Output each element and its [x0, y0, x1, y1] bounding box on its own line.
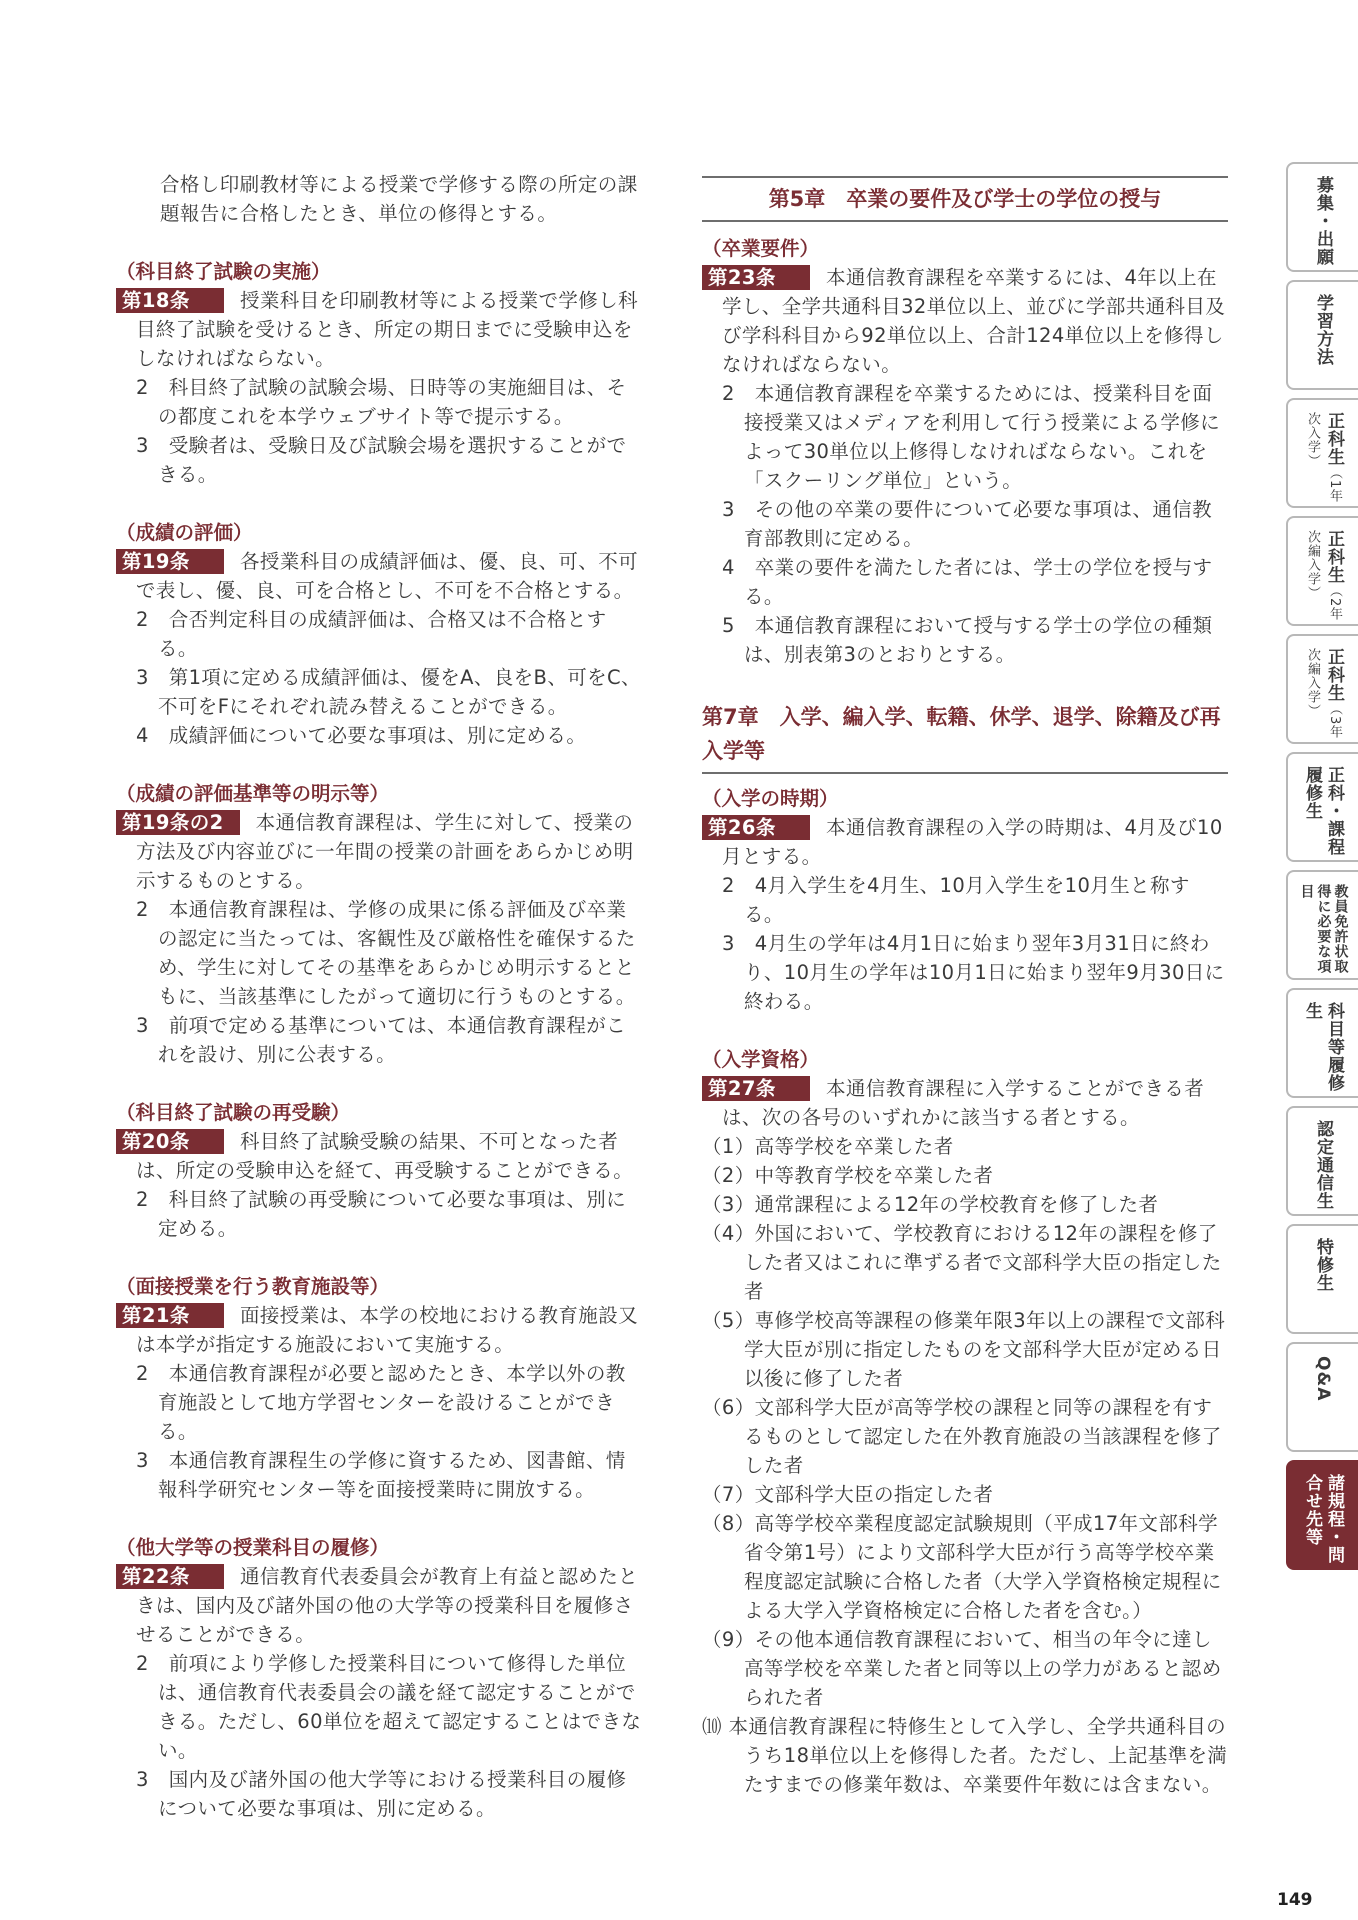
tab-label: 諸規程・問合せ先等: [1302, 1474, 1344, 1564]
tab-regular-3rd-year[interactable]: [1286, 634, 1358, 744]
list-item: （8）高等学校卒業程度認定試験規則（平成17年文部科学省令第1号）により文部科学大臣が行う高等学校卒業程度認定試験に合格した者（大学入学資格検定規程による大学入学資格検定に合格した者を含む。）: [702, 1512, 1222, 1622]
list-item: （3）通常課程による12年の学校教育を修了した者: [702, 1193, 1159, 1216]
article-badge: 第23条: [702, 265, 810, 290]
page-number: 149: [1277, 1890, 1313, 1910]
tab-label: 認定通信生: [1313, 1120, 1333, 1210]
article-clause: 3 第1項に定める成績評価は、優をA、良をB、可をC、不可をFにそれぞれ読み替えることができる。: [136, 666, 641, 718]
article-badge: 第19条の2: [116, 810, 240, 835]
article-text: 本通信教育課程の入学の時期は、4月及び10月とする。: [722, 816, 1223, 868]
article-text: 各授業科目の成績評価は、優、良、可、不可で表し、優、良、可を合格とし、不可を不合格とする。: [136, 550, 639, 602]
article-text: 面接授業は、本学の校地における教育施設又は本学が指定する施設において実施する。: [136, 1304, 639, 1356]
article-clause: 2 前項により学修した授業科目について修得した単位は、通信教育代表委員会の議を経て認定することができる。ただし、60単位を超えて認定することはできない。: [136, 1652, 642, 1762]
tab-teaching-license[interactable]: [1286, 870, 1358, 980]
article-text: 科目終了試験受験の結果、不可となった者は、所定の受験申込を経て、再受験することができる。: [136, 1130, 634, 1182]
article-badge: 第22条: [116, 1564, 224, 1589]
list-item: （6）文部科学大臣が高等学校の課程と同等の課程を有するものとして認定した在外教育施設の当該課程を修了した者: [702, 1396, 1222, 1477]
article-text: 本通信教育課程に入学することができる者は、次の各号のいずれかに該当する者とする。: [722, 1077, 1205, 1129]
article-clause: 3 4月生の学年は4月1日に始まり翌年3月31日に終わり、10月生の学年は10月1日に始まり翌年9月30日に終わる。: [722, 932, 1225, 1013]
tab-sublabel: （2年次編入学）: [1305, 530, 1342, 622]
tab-subject-student[interactable]: [1286, 988, 1358, 1098]
article-clause: 3 国内及び諸外国の他大学等における授業科目の履修について必要な事項は、別に定める。: [136, 1768, 627, 1820]
article-20: [116, 1127, 642, 1185]
tab-label: 特修生: [1313, 1238, 1333, 1292]
article-badge: 第21条: [116, 1303, 224, 1328]
article-clause: 3 受験者は、受験日及び試験会場を選択することができる。: [136, 434, 627, 486]
article-26: [702, 813, 1228, 871]
article-clause: 4 成績評価について必要な事項は、別に定める。: [136, 724, 587, 747]
article-clause: 5 本通信教育課程において授与する学士の学位の種類は、別表第3のとおりとする。: [722, 614, 1213, 666]
section-heading: （成績の評価）: [116, 521, 253, 544]
list-item: （4）外国において、学校教育における12年の課程を修了した者又はこれに準ずる者で文部科学大臣の指定した者: [702, 1222, 1222, 1303]
tab-label: 教員免許状取得に必要な項目: [1298, 884, 1349, 974]
article-clause: 2 科目終了試験の再受験について必要な事項は、別に定める。: [136, 1188, 627, 1240]
chapter-heading: 第7章 入学、編入学、転籍、休学、退学、除籍及び再入学等: [702, 698, 1228, 774]
tab-certified-student[interactable]: [1286, 1106, 1358, 1216]
tab-special-student[interactable]: [1286, 1224, 1358, 1334]
tab-course-student[interactable]: [1286, 752, 1358, 862]
list-item: （5）専修学校高等課程の修業年限3年以上の課程で文部科学大臣が別に指定したものを文部科学大臣が定める日以後に修了した者: [702, 1309, 1226, 1390]
tab-label: 正科生: [1324, 648, 1344, 702]
article-text: 本通信教育課程を卒業するには、4年以上在学し、全学共通科目32単位以上、並びに学部共通科目及び学科科目から92単位以上、合計124単位以上を修得しなければならない。: [722, 266, 1226, 376]
article-clause: 2 科目終了試験の試験会場、日時等の実施細目は、その都度これを本学ウェブサイト等で提示する。: [136, 376, 627, 428]
article-clause: 2 4月入学生を4月生、10月入学生を10月生と称する。: [722, 874, 1190, 926]
article-clause: 2 本通信教育課程を卒業するためには、授業科目を面接授業又はメディアを利用して行う授業による学修によって30単位以上修得しなければならない。これを「スクーリング単位」という。: [722, 382, 1221, 492]
article-badge: 第27条: [702, 1076, 810, 1101]
article-text: 本通信教育課程は、学生に対して、授業の方法及び内容並びに一年間の授業の計画をあらかじめ明示するものとする。: [136, 811, 634, 892]
left-column: [116, 170, 642, 1823]
article-19: [116, 547, 642, 605]
section-heading: （入学資格）: [702, 1048, 820, 1071]
tab-label: 正科生: [1324, 530, 1344, 584]
article-badge: 第18条: [116, 288, 224, 313]
list-item: （1）高等学校を卒業した者: [702, 1135, 954, 1158]
article-clause: 3 本通信教育課程生の学修に資するため、図書館、情報科学研究センター等を面接授業時に開放する。: [136, 1449, 626, 1501]
section-heading: （入学の時期）: [702, 787, 839, 810]
right-column: [702, 170, 1228, 1799]
tab-regular-1st-year[interactable]: [1286, 398, 1358, 508]
article-clause: 2 合否判定科目の成績評価は、合格又は不合格とする。: [136, 608, 607, 660]
tab-qa[interactable]: [1286, 1342, 1358, 1452]
tab-sublabel: （3年次編入学）: [1305, 648, 1342, 740]
article-clause: 4 卒業の要件を満たした者には、学士の学位を授与する。: [722, 556, 1213, 608]
section-heading: （他大学等の授業科目の履修）: [116, 1536, 390, 1559]
article-22: [116, 1562, 642, 1649]
article-clause: 3 前項で定める基準については、本通信教育課程がこれを設け、別に公表する。: [136, 1014, 627, 1066]
continued-paragraph: 合格し印刷教材等による授業で学修する際の所定の課題報告に合格したとき、単位の修得とする。: [160, 173, 638, 225]
list-item: （2）中等教育学校を卒業した者: [702, 1164, 994, 1187]
tab-label: 募集・出願: [1313, 176, 1333, 266]
article-text: 通信教育代表委員会が教育上有益と認めたときは、国内及び諸外国の他の大学等の授業科目を履修させることができる。: [136, 1565, 639, 1646]
tab-label: Q&A: [1313, 1356, 1333, 1402]
tab-study-method[interactable]: [1286, 280, 1358, 390]
side-index-tabs: [1286, 162, 1358, 1578]
tab-regulations-contact[interactable]: [1286, 1460, 1358, 1570]
section-heading: （科目終了試験の実施）: [116, 260, 331, 283]
article-19-2: [116, 808, 642, 895]
list-item: （7）文部科学大臣の指定した者: [702, 1483, 994, 1506]
tab-label: 正科生: [1324, 412, 1344, 466]
section-heading: （科目終了試験の再受験）: [116, 1101, 351, 1124]
tab-recruitment[interactable]: [1286, 162, 1358, 272]
article-23: [702, 263, 1228, 379]
list-item: ⑽ 本通信教育課程に特修生として入学し、全学共通科目のうち18単位以上を修得した者。ただし、上記基準を満たすまでの修業年数は、卒業要件年数には含まない。: [702, 1715, 1228, 1796]
section-heading: （成績の評価基準等の明示等）: [116, 782, 390, 805]
article-clause: 2 本通信教育課程は、学修の成果に係る評価及び卒業の認定に当たっては、客観性及び厳格性を確保するため、学生に対してその基準をあらかじめ明示するとともに、当該基準にしたがって適切に行うものとする。: [136, 898, 636, 1008]
article-27: [702, 1074, 1228, 1132]
tab-label: 学習方法: [1313, 294, 1333, 366]
article-18: [116, 286, 642, 373]
article-clause: 2 本通信教育課程が必要と認めたとき、本学以外の教育施設として地方学習センターを設けることができる。: [136, 1362, 626, 1443]
article-21: [116, 1301, 642, 1359]
article-clause: 3 その他の卒業の要件について必要な事項は、通信教育部教則に定める。: [722, 498, 1213, 550]
article-badge: 第19条: [116, 549, 224, 574]
tab-sublabel: （1年次入学）: [1305, 412, 1342, 504]
section-heading: （面接授業を行う教育施設等）: [116, 1275, 390, 1298]
article-badge: 第20条: [116, 1129, 224, 1154]
chapter-heading: 第5章 卒業の要件及び学士の学位の授与: [702, 176, 1228, 222]
list-item: （9）その他本通信教育課程において、相当の年令に達し高等学校を卒業した者と同等以上の学力があると認められた者: [702, 1628, 1222, 1709]
article-text: 授業科目を印刷教材等による授業で学修し科目終了試験を受けるとき、所定の期日までに受験申込をしなければならない。: [136, 289, 639, 370]
section-heading: （卒業要件）: [702, 237, 820, 260]
article-badge: 第26条: [702, 815, 810, 840]
tab-label: 科目等履修生: [1302, 1002, 1344, 1092]
tab-label: 正科・課程履修生: [1302, 766, 1344, 856]
tab-regular-2nd-year[interactable]: [1286, 516, 1358, 626]
